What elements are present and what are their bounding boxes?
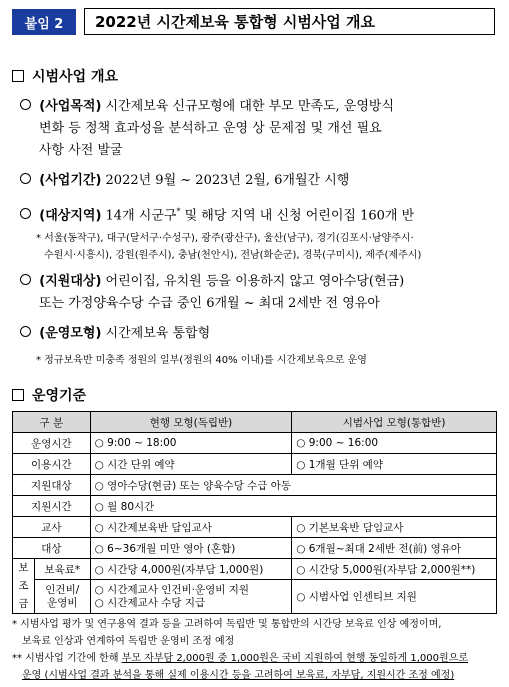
footnote-line: 보육료 인상과 연계하여 독립반 운영비 조정 예정 [22,636,235,647]
circle-bullet-icon [20,326,31,337]
model-note: * 정규보육반 미충족 정원의 일부(정원의 40% 이내)를 시간제보육으로 운영 [36,355,367,366]
square-bullet-icon [12,389,24,401]
item-model [20,323,505,345]
item-text: 어린이집, 유치원 등을 이용하지 않고 영아수당(현금) [105,274,405,289]
cell-current: ○ 시간제보육반 담임교사 [90,517,292,538]
table-header-row [13,412,497,433]
cell-merged: ○ 월 80시간 [90,496,496,517]
row-label: 보육료* [34,559,90,580]
item-label: (대상지역) [39,208,102,224]
row-label: 이용시간 [13,454,91,475]
table-row [13,580,497,614]
item-text: 또는 가정양육수당 수급 중인 6개월 ~ 최대 2세반 전 영유아 [39,296,380,311]
cell-current: ○ 9:00 ~ 18:00 [90,433,292,454]
cell-pilot: ○ 1개월 단위 예약 [292,454,497,475]
item-text: 및 해당 지역 내 신청 어린이집 160개 반 [180,208,415,224]
table-row [13,433,497,454]
item-text: 14개 시군구 [105,208,177,224]
cell-current: ○ 시간당 4,000원(자부담 1,000원) [90,559,292,580]
cell-current: ○ 시간 단위 예약 [90,454,292,475]
item-text: 변화 등 정책 효과성을 분석하고 운영 상 문제점 및 개선 필요 [39,121,382,136]
row-label-line: 인건비/ [45,583,80,596]
cell-line: ○ 시간제교사 수당 지급 [94,596,206,609]
cell-current: ○ 6~36개월 미만 영아 (혼합) [90,538,292,559]
title-text: 2022년 시간제보육 통합형 시범사업 개요 [95,13,375,31]
cell-pilot: ○ 9:00 ~ 16:00 [292,433,497,454]
item-purpose [20,96,500,162]
section-heading-overview [12,66,118,86]
footnotes [12,616,507,684]
cell-merged: ○ 영아수당(현금) 또는 양육수당 수급 아동 [90,475,496,496]
section-title: 시범사업 개요 [32,69,119,85]
row-label: 대상 [13,538,91,559]
footnote-mark: * [176,207,181,216]
circle-bullet-icon [20,173,31,184]
row-label: 운영시간 [13,433,91,454]
column-header: 시범사업 모형(통합반) [292,412,497,433]
item-label: (사업기간) [39,173,102,188]
note-line: * 서울(동작구), 대구(달서구·수성구), 광주(광산구), 울산(남구), 경기(김포시·남양주시· [36,233,414,244]
column-header: 현행 모형(독립반) [90,412,292,433]
row-label: 교사 [13,517,91,538]
footnote-underlined: 부모 자부담 2,000원 중 1,000원은 국비 지원하여 현행 동일하게 1,000원으로 [121,653,468,664]
item-period [20,170,500,192]
cell-line: ○ 시간제교사 인건비·운영비 지원 [94,583,250,596]
row-label [34,580,90,614]
row-label: 지원시간 [13,496,91,517]
table-row [13,475,497,496]
column-header: 구 분 [13,412,91,433]
circle-bullet-icon [20,208,31,219]
item-label: (지원대상) [39,274,102,289]
note-line: 수원시·시흥시), 강원(원주시), 충남(천안시), 전남(화순군), 경북(구미시), 제주(제주시) [44,250,422,261]
item-text: 2022년 9월 ~ 2023년 2월, 6개월간 시행 [105,173,350,188]
appendix-tag: 붙임 2 [12,9,76,35]
item-region [20,201,505,227]
item-target [20,271,505,315]
item-text: 시간제보육 통합형 [105,326,211,341]
square-bullet-icon [12,70,24,82]
item-label: (사업목적) [39,99,102,114]
table-row [13,454,497,475]
circle-bullet-icon [20,99,31,110]
row-label: 지원대상 [13,475,91,496]
table-row [13,517,497,538]
cell-pilot: ○ 6개월~최대 2세반 전(前) 영유아 [292,538,497,559]
table-row [13,496,497,517]
cell-current [90,580,292,614]
footnote-line [12,650,507,667]
section-title: 운영기준 [32,388,87,404]
cell-pilot: ○ 시범사업 인센티브 지원 [292,580,497,614]
circle-bullet-icon [20,274,31,285]
footnote-text: ** 시범사업 기간에 한해 [12,653,122,664]
footnote-line: 운영 (시범사업 결과 분석을 통해 실제 이용시간 등을 고려하여 보육료, 자부담, 지원시간 조정 예정) [22,670,455,681]
region-note [36,230,506,264]
table-row [13,538,497,559]
cell-pilot: ○ 기본보육반 담임교사 [292,517,497,538]
item-text: 시간제보육 신규모형에 대한 부모 만족도, 운영방식 [105,99,395,114]
item-text: 사항 사전 발굴 [39,143,123,158]
footnote-line: * 시범사업 평가 및 연구용역 결과 등을 고려하여 독립반 및 통합반의 시간당 보육료 인상 예정이며, [12,619,442,630]
cell-pilot: ○ 시간당 5,000원(자부담 2,000원**) [292,559,497,580]
group-label: 보조금 [13,559,35,614]
section-heading-standards [12,385,86,405]
table-row [13,559,497,580]
item-label: (운영모형) [39,326,102,341]
document-title [84,8,495,35]
standards-table [12,411,497,614]
row-label-line: 운영비 [47,596,78,609]
